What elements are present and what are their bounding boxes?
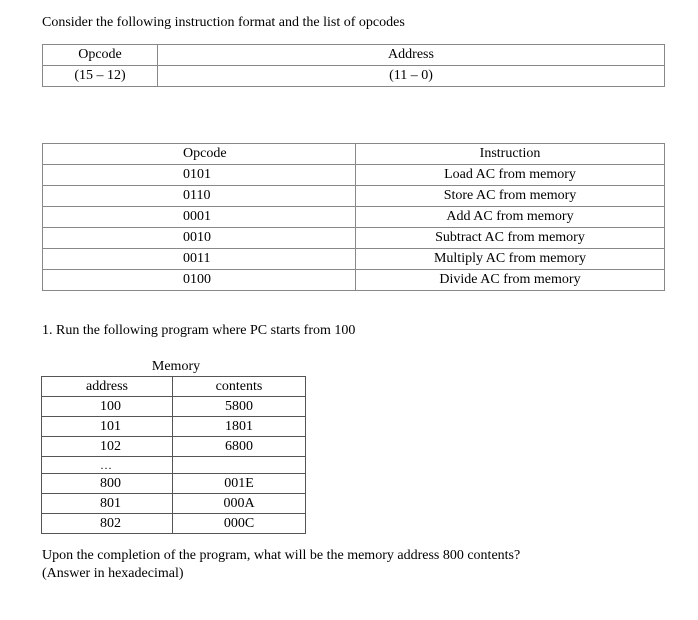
- address-cell: 101: [42, 417, 173, 437]
- address-bits: (11 – 0): [158, 66, 665, 87]
- memory-title: Memory: [151, 359, 201, 374]
- table-row: [42, 474, 306, 494]
- opcode-cell: 0100: [43, 270, 356, 291]
- opcode-table: [42, 143, 665, 291]
- table-row: [42, 417, 306, 437]
- opcode-cell: 0001: [43, 207, 356, 228]
- question-1: 1. Run the following program where PC starts from 100: [42, 323, 356, 338]
- table-row: [42, 377, 306, 397]
- address-cell: …: [42, 457, 173, 474]
- instruction-cell: Load AC from memory: [356, 165, 665, 186]
- table-row: [42, 437, 306, 457]
- address-header: address: [42, 377, 173, 397]
- memory-table: [41, 376, 306, 534]
- address-label: Address: [158, 45, 665, 66]
- table-row: [43, 270, 665, 291]
- address-cell: 102: [42, 437, 173, 457]
- opcode-cell: 0011: [43, 249, 356, 270]
- table-row: [43, 249, 665, 270]
- table-row: [42, 494, 306, 514]
- instruction-cell: Subtract AC from memory: [356, 228, 665, 249]
- instruction-cell: Divide AC from memory: [356, 270, 665, 291]
- contents-cell: 001E: [173, 474, 306, 494]
- final-question-line-2: (Answer in hexadecimal): [42, 566, 184, 581]
- final-question-line-1: Upon the completion of the program, what will be the memory address 800 contents?: [42, 548, 521, 563]
- table-row: [42, 397, 306, 417]
- instruction-format-table: [42, 44, 665, 87]
- opcode-cell: 0101: [43, 165, 356, 186]
- table-row: [43, 228, 665, 249]
- table-row: [43, 186, 665, 207]
- contents-cell: 000C: [173, 514, 306, 534]
- address-cell: 100: [42, 397, 173, 417]
- contents-cell: 6800: [173, 437, 306, 457]
- opcode-bits: (15 – 12): [43, 66, 158, 87]
- instruction-header: Instruction: [356, 144, 665, 165]
- instruction-cell: Multiply AC from memory: [356, 249, 665, 270]
- contents-cell: [173, 457, 306, 474]
- contents-cell: 000A: [173, 494, 306, 514]
- opcode-header: Opcode: [43, 144, 356, 165]
- table-row: [42, 514, 306, 534]
- opcode-cell: 0110: [43, 186, 356, 207]
- opcode-label: Opcode: [43, 45, 158, 66]
- intro-text: Consider the following instruction format and the list of opcodes: [42, 15, 405, 30]
- contents-header: contents: [173, 377, 306, 397]
- table-row: [43, 165, 665, 186]
- address-cell: 802: [42, 514, 173, 534]
- table-row: [42, 457, 306, 474]
- contents-cell: 1801: [173, 417, 306, 437]
- instruction-cell: Add AC from memory: [356, 207, 665, 228]
- opcode-cell: 0010: [43, 228, 356, 249]
- contents-cell: 5800: [173, 397, 306, 417]
- address-cell: 801: [42, 494, 173, 514]
- table-row: [43, 144, 665, 165]
- table-row: [43, 207, 665, 228]
- instruction-cell: Store AC from memory: [356, 186, 665, 207]
- address-cell: 800: [42, 474, 173, 494]
